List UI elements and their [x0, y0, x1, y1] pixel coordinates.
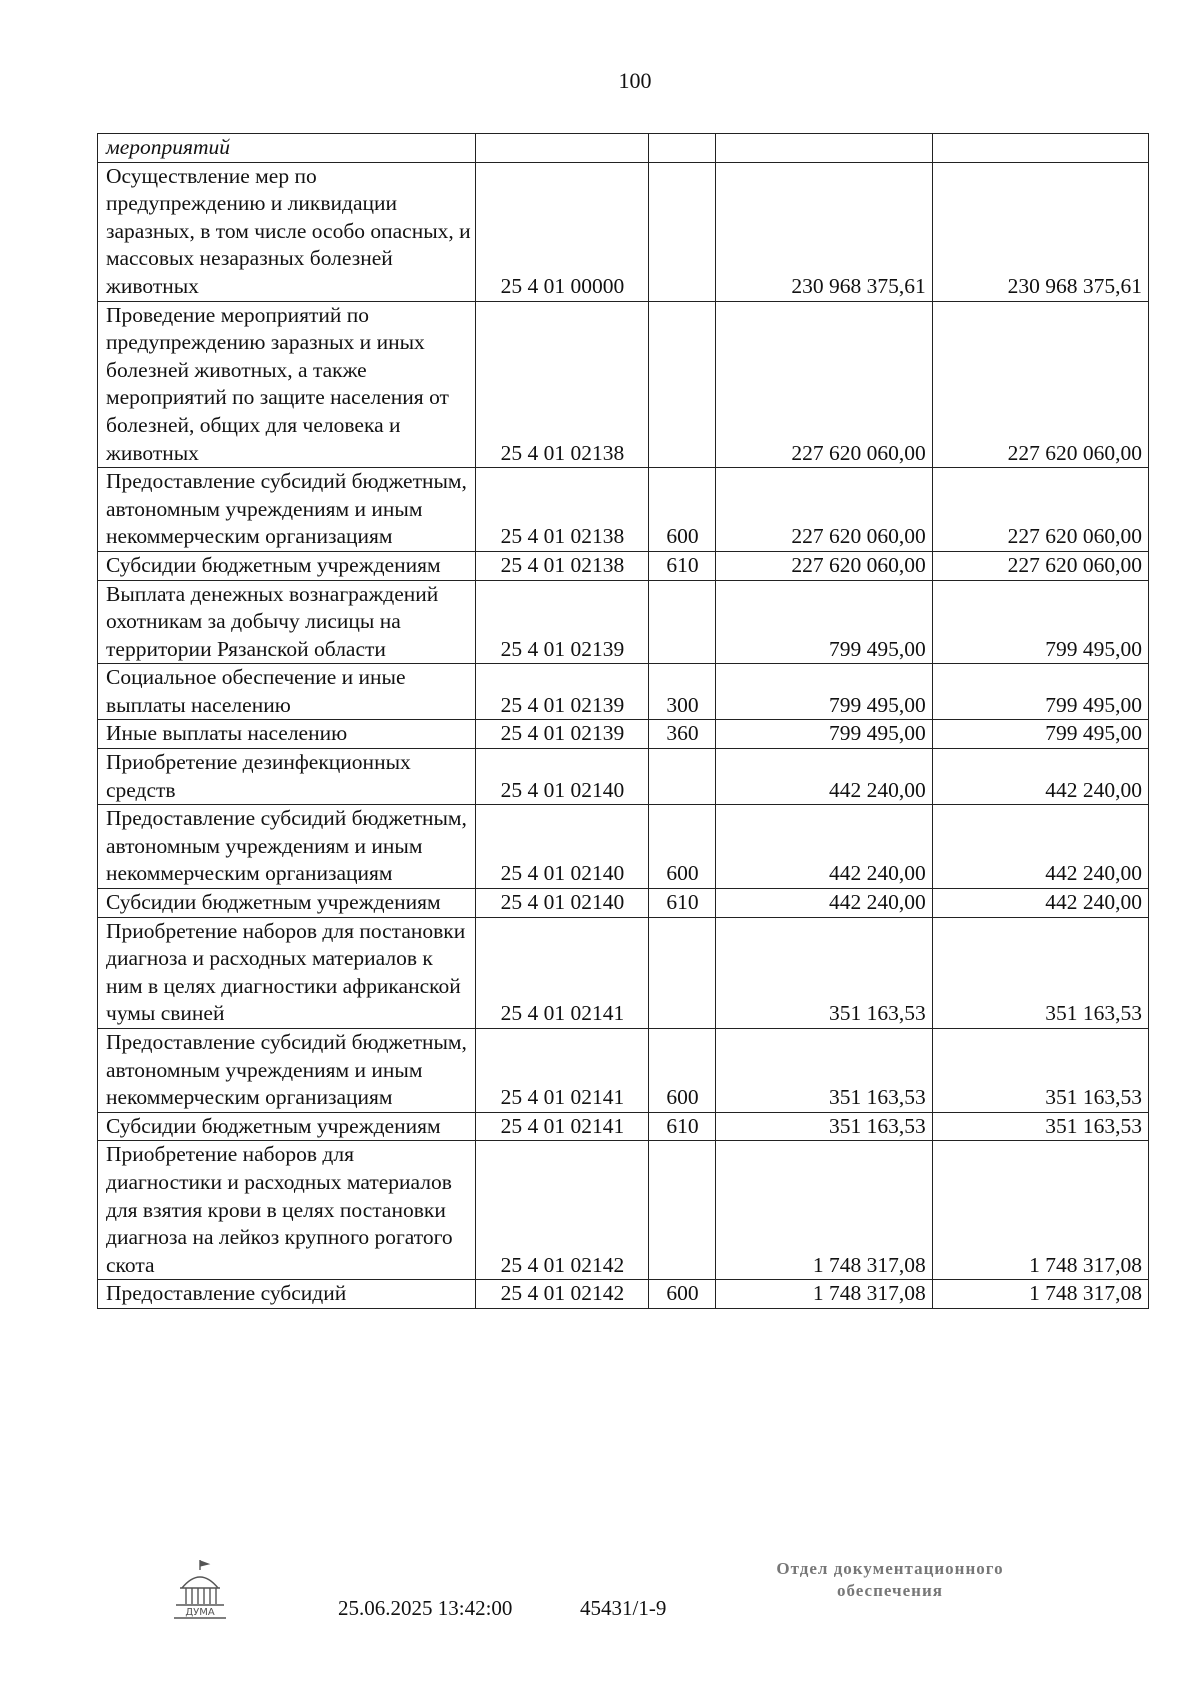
row-name: Субсидии бюджетным учреждениям — [98, 889, 476, 918]
row-code: 25 4 01 02138 — [476, 551, 649, 580]
stamp-line-1: Отдел документационного — [776, 1559, 1004, 1578]
row-name: Иные выплаты населению — [98, 720, 476, 749]
table-row — [98, 162, 1149, 301]
row-expense-type — [649, 301, 716, 468]
table-row — [98, 1141, 1149, 1280]
row-amount-2: 230 968 375,61 — [932, 162, 1148, 301]
row-code: 25 4 01 02141 — [476, 1112, 649, 1141]
row-expense-type: 610 — [649, 1112, 716, 1141]
table-row — [98, 1280, 1149, 1309]
row-name: Осуществление мер по предупреждению и ликвидации заразных, в том числе особо опасных, и массовых незаразных болезней животных — [98, 162, 476, 301]
row-amount-2: 442 240,00 — [932, 889, 1148, 918]
row-expense-type: 600 — [649, 1029, 716, 1113]
row-expense-type: 600 — [649, 468, 716, 552]
row-amount-2: 351 163,53 — [932, 1029, 1148, 1113]
row-amount-1: 230 968 375,61 — [716, 162, 932, 301]
table-row — [98, 917, 1149, 1028]
row-code: 25 4 01 02138 — [476, 301, 649, 468]
row-amount-1: 799 495,00 — [716, 720, 932, 749]
table-row — [98, 664, 1149, 720]
row-name: Предоставление субсидий — [98, 1280, 476, 1309]
row-amount-1: 227 620 060,00 — [716, 468, 932, 552]
row-amount-2: 351 163,53 — [932, 1112, 1148, 1141]
row-amount-1: 227 620 060,00 — [716, 551, 932, 580]
row-code: 25 4 01 02139 — [476, 580, 649, 664]
row-amount-1: 799 495,00 — [716, 664, 932, 720]
row-code: 25 4 01 02141 — [476, 917, 649, 1028]
row-code: 25 4 01 02140 — [476, 889, 649, 918]
row-name: Субсидии бюджетным учреждениям — [98, 1112, 476, 1141]
table-row — [98, 805, 1149, 889]
table-row — [98, 551, 1149, 580]
svg-text:ДУМА: ДУМА — [185, 1607, 215, 1618]
row-amount-2: 799 495,00 — [932, 664, 1148, 720]
table-row — [98, 1029, 1149, 1113]
table-row — [98, 580, 1149, 664]
row-amount-2: 227 620 060,00 — [932, 468, 1148, 552]
row-name: Субсидии бюджетным учреждениям — [98, 551, 476, 580]
row-name: Приобретение наборов для постановки диагноза и расходных материалов к ним в целях диагностики африканской чумы свиней — [98, 917, 476, 1028]
row-name: Предоставление субсидий бюджетным, автономным учреждениям и иным некоммерческим организациям — [98, 468, 476, 552]
row-name: Приобретение наборов для диагностики и расходных материалов для взятия крови в целях постановки диагноза на лейкоз крупного рогатого скота — [98, 1141, 476, 1280]
row-code: 25 4 01 00000 — [476, 162, 649, 301]
table-row — [98, 301, 1149, 468]
row-amount-2: 442 240,00 — [932, 805, 1148, 889]
row-expense-type — [649, 134, 716, 163]
table-row — [98, 889, 1149, 918]
row-amount-1: 1 748 317,08 — [716, 1141, 932, 1280]
page-footer — [0, 1552, 1200, 1652]
row-code: 25 4 01 02139 — [476, 664, 649, 720]
table-row — [98, 1112, 1149, 1141]
row-amount-1: 351 163,53 — [716, 1112, 932, 1141]
duma-building-icon — [170, 1558, 230, 1620]
row-amount-2: 442 240,00 — [932, 749, 1148, 805]
table-row — [98, 749, 1149, 805]
row-amount-1 — [716, 134, 932, 163]
row-expense-type — [649, 749, 716, 805]
row-amount-2: 799 495,00 — [932, 720, 1148, 749]
row-amount-1: 351 163,53 — [716, 917, 932, 1028]
row-name: Проведение мероприятий по предупреждению заразных и иных болезней животных, а также мероприятий по защите населения от болезней, общих для человека и животных — [98, 301, 476, 468]
row-expense-type: 360 — [649, 720, 716, 749]
row-expense-type — [649, 580, 716, 664]
row-amount-1: 351 163,53 — [716, 1029, 932, 1113]
row-expense-type — [649, 1141, 716, 1280]
row-expense-type: 610 — [649, 889, 716, 918]
row-name: Предоставление субсидий бюджетным, автономным учреждениям и иным некоммерческим организациям — [98, 1029, 476, 1113]
row-name: Выплата денежных вознаграждений охотникам за добычу лисицы на территории Рязанской области — [98, 580, 476, 664]
row-code: 25 4 01 02141 — [476, 1029, 649, 1113]
document-number: 45431/1-9 — [580, 1596, 667, 1620]
row-expense-type: 600 — [649, 1280, 716, 1309]
row-amount-2: 1 748 317,08 — [932, 1141, 1148, 1280]
timestamp: 25.06.2025 13:42:00 — [338, 1596, 513, 1620]
row-name: мероприятий — [98, 134, 476, 163]
row-code: 25 4 01 02142 — [476, 1280, 649, 1309]
table-row — [98, 134, 1149, 163]
row-code: 25 4 01 02138 — [476, 468, 649, 552]
row-amount-1: 227 620 060,00 — [716, 301, 932, 468]
row-amount-1: 442 240,00 — [716, 805, 932, 889]
row-expense-type — [649, 162, 716, 301]
row-code — [476, 134, 649, 163]
row-expense-type: 300 — [649, 664, 716, 720]
row-amount-2: 227 620 060,00 — [932, 301, 1148, 468]
row-code: 25 4 01 02140 — [476, 805, 649, 889]
row-name: Социальное обеспечение и иные выплаты населению — [98, 664, 476, 720]
row-code: 25 4 01 02139 — [476, 720, 649, 749]
row-amount-2 — [932, 134, 1148, 163]
stamp-line-2: обеспечения — [837, 1581, 943, 1600]
budget-table — [97, 133, 1149, 1309]
department-stamp — [740, 1558, 1040, 1602]
row-code: 25 4 01 02140 — [476, 749, 649, 805]
row-name: Предоставление субсидий бюджетным, автономным учреждениям и иным некоммерческим организациям — [98, 805, 476, 889]
page-number: 100 — [618, 68, 652, 93]
row-amount-1: 1 748 317,08 — [716, 1280, 932, 1309]
table-row — [98, 720, 1149, 749]
row-amount-2: 799 495,00 — [932, 580, 1148, 664]
table-row — [98, 468, 1149, 552]
row-name: Приобретение дезинфекционных средств — [98, 749, 476, 805]
row-amount-1: 799 495,00 — [716, 580, 932, 664]
row-expense-type — [649, 917, 716, 1028]
row-code: 25 4 01 02142 — [476, 1141, 649, 1280]
row-expense-type: 610 — [649, 551, 716, 580]
row-amount-1: 442 240,00 — [716, 889, 932, 918]
row-expense-type: 600 — [649, 805, 716, 889]
row-amount-1: 442 240,00 — [716, 749, 932, 805]
row-amount-2: 351 163,53 — [932, 917, 1148, 1028]
row-amount-2: 1 748 317,08 — [932, 1280, 1148, 1309]
row-amount-2: 227 620 060,00 — [932, 551, 1148, 580]
